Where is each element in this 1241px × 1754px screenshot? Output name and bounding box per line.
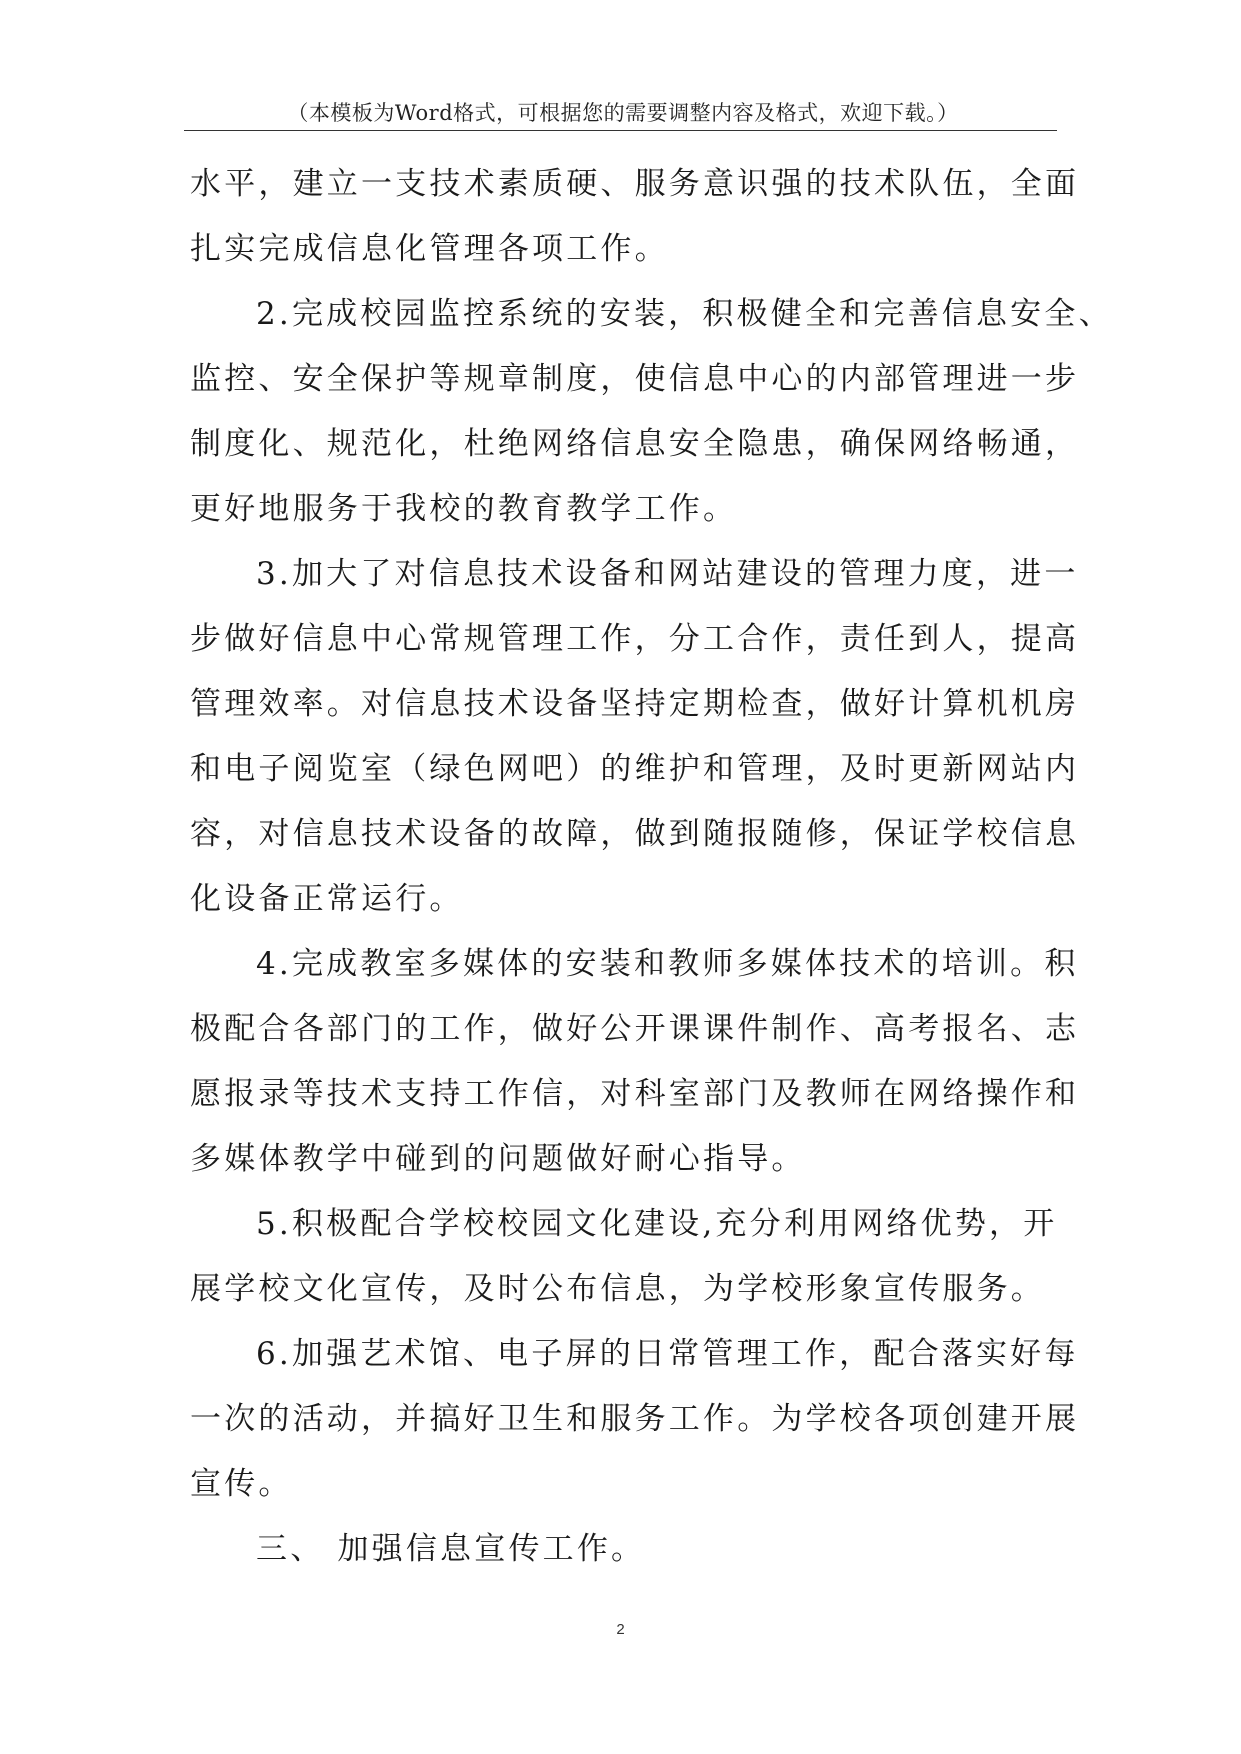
text-line: 监控、安全保护等规章制度，使信息中心的内部管理进一步 — [190, 361, 1080, 397]
text-line: 更好地服务于我校的教育教学工作。 — [190, 491, 738, 527]
paragraph-start-item-6: 6.加强艺术馆、电子屏的日常管理工作，配合落实好每 — [256, 1336, 1079, 1372]
page-number: 2 — [616, 1621, 625, 1638]
paragraph-start-item-4: 4.完成教室多媒体的安装和教师多媒体技术的培训。积 — [256, 946, 1079, 982]
header-note: （本模板为Word格式，可根据您的需要调整内容及格式，欢迎下载。） — [287, 101, 959, 125]
text-line: 多媒体教学中碰到的问题做好耐心指导。 — [190, 1141, 806, 1177]
section-heading: 三、 加强信息宣传工作。 — [256, 1531, 646, 1567]
paragraph-start-item-5: 5.积极配合学校校园文化建设,充分利用网络优势，开 — [256, 1206, 1058, 1242]
text-line: 制度化、规范化，杜绝网络信息安全隐患，确保网络畅通， — [190, 426, 1080, 462]
text-line: 管理效率。对信息技术设备坚持定期检查，做好计算机机房 — [190, 686, 1080, 722]
paragraph-start-item-3: 3.加大了对信息技术设备和网站建设的管理力度，进一 — [256, 556, 1079, 592]
text-line: 水平，建立一支技术素质硬、服务意识强的技术队伍，全面 — [190, 166, 1080, 202]
body-text — [190, 152, 1113, 1582]
text-line: 极配合各部门的工作，做好公开课课件制作、高考报名、志 — [190, 1011, 1080, 1047]
text-line: 化设备正常运行。 — [190, 881, 464, 917]
header-rule — [184, 130, 1057, 131]
paragraph-start-item-2: 2.完成校园监控系统的安装，积极健全和完善信息安全、 — [256, 296, 1113, 332]
text-line: 和电子阅览室（绿色网吧）的维护和管理，及时更新网站内 — [190, 751, 1080, 787]
text-line: 展学校文化宣传，及时公布信息，为学校形象宣传服务。 — [190, 1271, 1045, 1307]
text-line: 宣传。 — [190, 1466, 293, 1502]
text-line: 愿报录等技术支持工作信，对科室部门及教师在网络操作和 — [190, 1076, 1080, 1112]
text-line: 一次的活动，并搞好卫生和服务工作。为学校各项创建开展 — [190, 1401, 1080, 1437]
text-line: 扎实完成信息化管理各项工作。 — [190, 231, 669, 267]
text-line: 容，对信息技术设备的故障，做到随报随修，保证学校信息 — [190, 816, 1080, 852]
text-line: 步做好信息中心常规管理工作，分工合作，责任到人，提高 — [190, 621, 1080, 657]
